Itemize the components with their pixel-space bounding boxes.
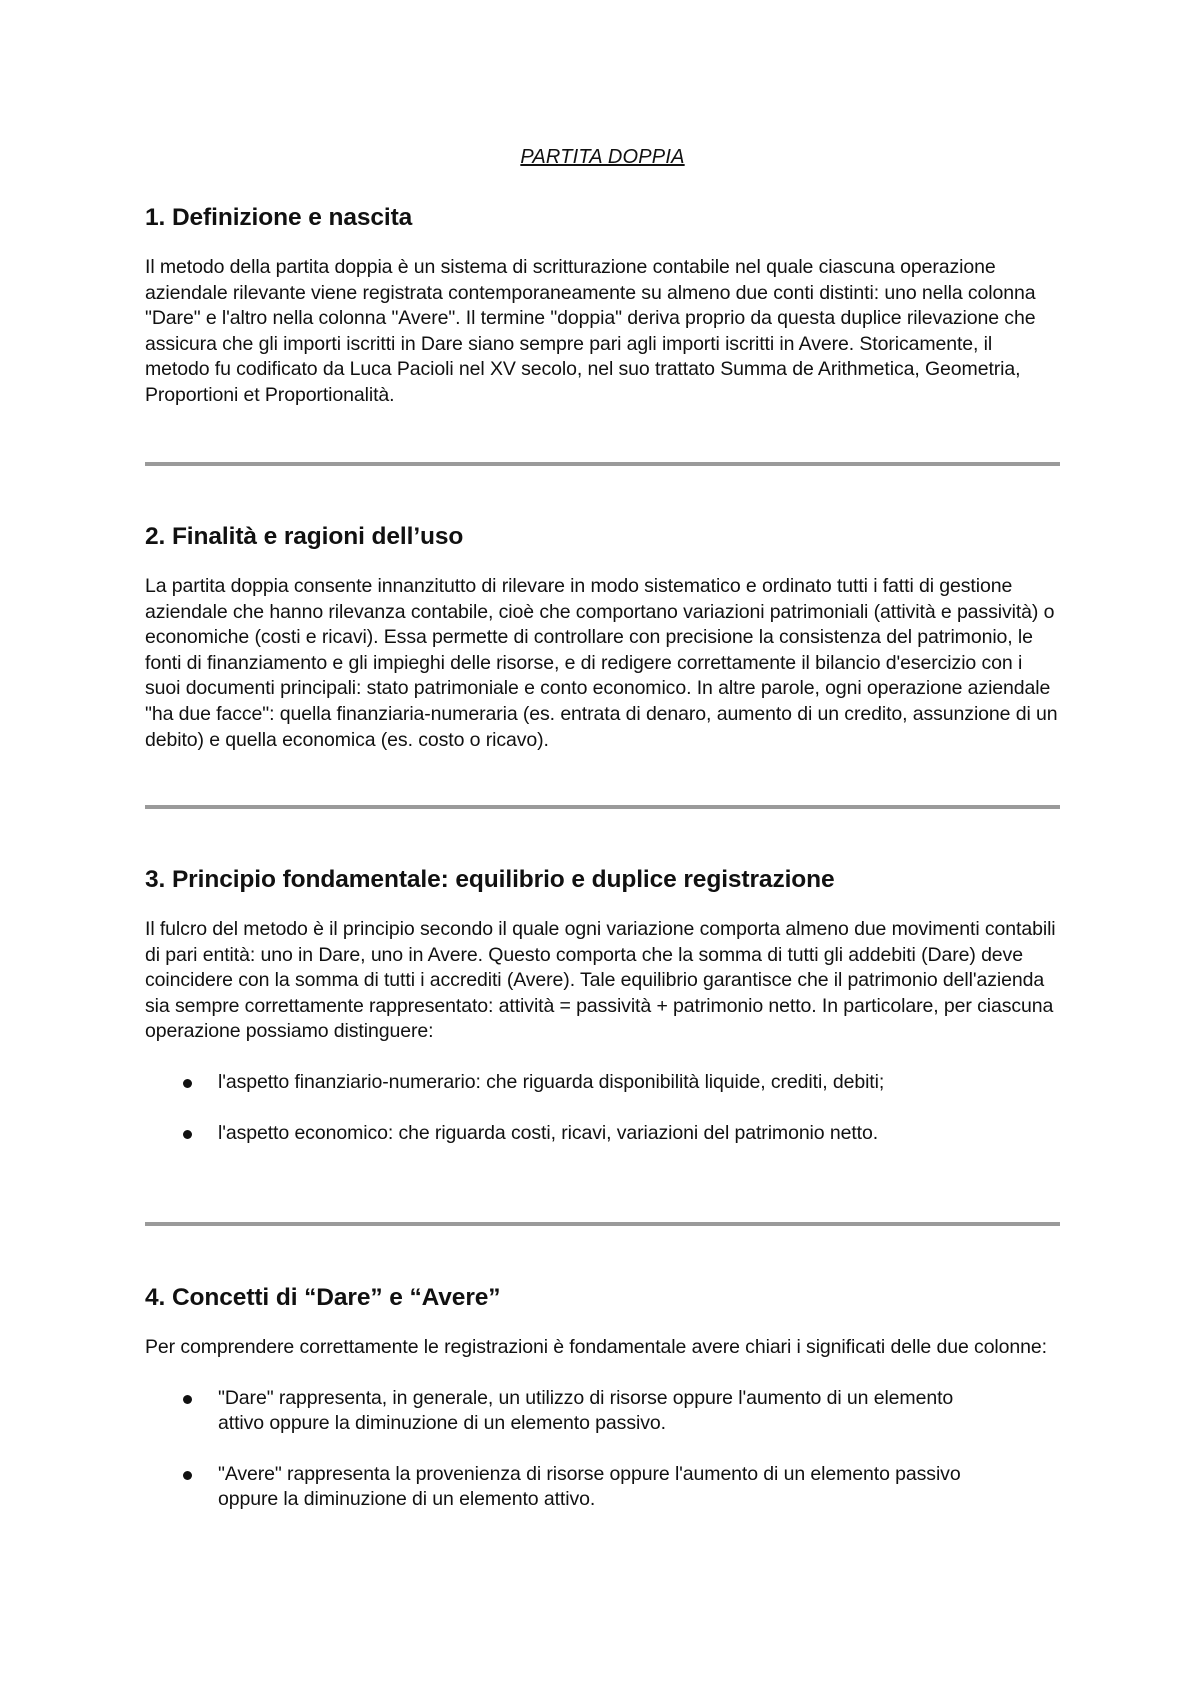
- section-heading: 2. Finalità e ragioni dell’uso: [145, 523, 464, 550]
- section-divider: [145, 1222, 1060, 1226]
- bullet-list: [145, 1070, 1060, 1146]
- section-divider: [145, 805, 1060, 809]
- list-item: [145, 1462, 1060, 1513]
- list-item-text: l'aspetto economico: che riguarda costi, ricavi, variazioni del patrimonio netto.: [218, 1121, 879, 1144]
- section-paragraph: Per comprendere correttamente le registrazioni è fondamentale avere chiari i significati delle due colonne:: [145, 1336, 1047, 1358]
- bullet-list: [145, 1386, 1060, 1513]
- section-finalita: [145, 522, 1060, 753]
- list-item-text: l'aspetto finanziario-numerario: che riguarda disponibilità liquide, crediti, debiti;: [218, 1070, 885, 1093]
- list-item: [145, 1386, 1060, 1437]
- list-item: [145, 1121, 1060, 1147]
- list-item: [145, 1070, 1060, 1096]
- section-definizione: [145, 203, 1060, 409]
- bullet-icon: [183, 1395, 192, 1404]
- bullet-icon: [183, 1471, 192, 1480]
- section-paragraph: La partita doppia consente innanzitutto di rilevare in modo sistematico e ordinato tutti i fatti di gestione aziendale che hanno rilevanza contabile, cioè che comportano variazioni patrimoniali (attività e passività) o economiche (costi e ricavi). Essa permette di controllare con precisione la consistenza del patrimonio, le fonti di finanziamento e gli impieghi delle risorse, e di redigere correttamente il bilancio d'esercizio con i suoi documenti principali: stato patrimoniale e conto economico. In altre parole, ogni operazione aziendale "ha due facce": quella finanziaria-numeraria (es. entrata di denaro, aumento di un credito, assunzione di un debito) e quella economica (es. costo o ricavo).: [145, 575, 1058, 751]
- section-heading: 4. Concetti di “Dare” e “Avere”: [145, 1284, 501, 1311]
- section-paragraph: Il metodo della partita doppia è un sistema di scritturazione contabile nel quale ciascuna operazione aziendale rilevante viene registrata contemporaneamente su almeno due conti distinti: uno nella colonna "Dare" e l'altro nella colonna "Avere". Il termine "doppia" deriva proprio da questa duplice rilevazione che assicura che gli importi iscritti in Dare siano sempre pari agli importi iscritti in Avere. Storicamente, il metodo fu codificato da Luca Pacioli nel XV secolo, nel suo trattato Summa de Arithmetica, Geometria, Proportioni et Proportionalità.: [145, 256, 1036, 406]
- bullet-icon: [183, 1130, 192, 1139]
- section-heading: 1. Definizione e nascita: [145, 204, 413, 231]
- list-item-text: "Avere" rappresenta la provenienza di risorse oppure l'aumento di un elemento passivo oppure la diminuzione di un elemento attivo.: [218, 1462, 961, 1511]
- document-title: PARTITA DOPPIA: [520, 146, 685, 168]
- section-divider: [145, 462, 1060, 466]
- section-dare-avere: [145, 1283, 1060, 1513]
- bullet-icon: [183, 1079, 192, 1088]
- list-item-text: "Dare" rappresenta, in generale, un utilizzo di risorse oppure l'aumento di un elemento attivo oppure la diminuzione di un elemento passivo.: [218, 1386, 954, 1435]
- section-paragraph: Il fulcro del metodo è il principio secondo il quale ogni variazione comporta almeno due movimenti contabili di pari entità: uno in Dare, uno in Avere. Questo comporta che la somma di tutti gli addebiti (Dare) deve coincidere con la somma di tutti i accrediti (Avere). Tale equilibrio garantisce che il patrimonio dell'azienda sia sempre correttamente rappresentato: attività = passività + patrimonio netto. In particolare, per ciascuna operazione possiamo distinguere:: [145, 918, 1056, 1043]
- section-principio: [145, 865, 1060, 1146]
- section-heading: 3. Principio fondamentale: equilibrio e duplice registrazione: [145, 866, 835, 893]
